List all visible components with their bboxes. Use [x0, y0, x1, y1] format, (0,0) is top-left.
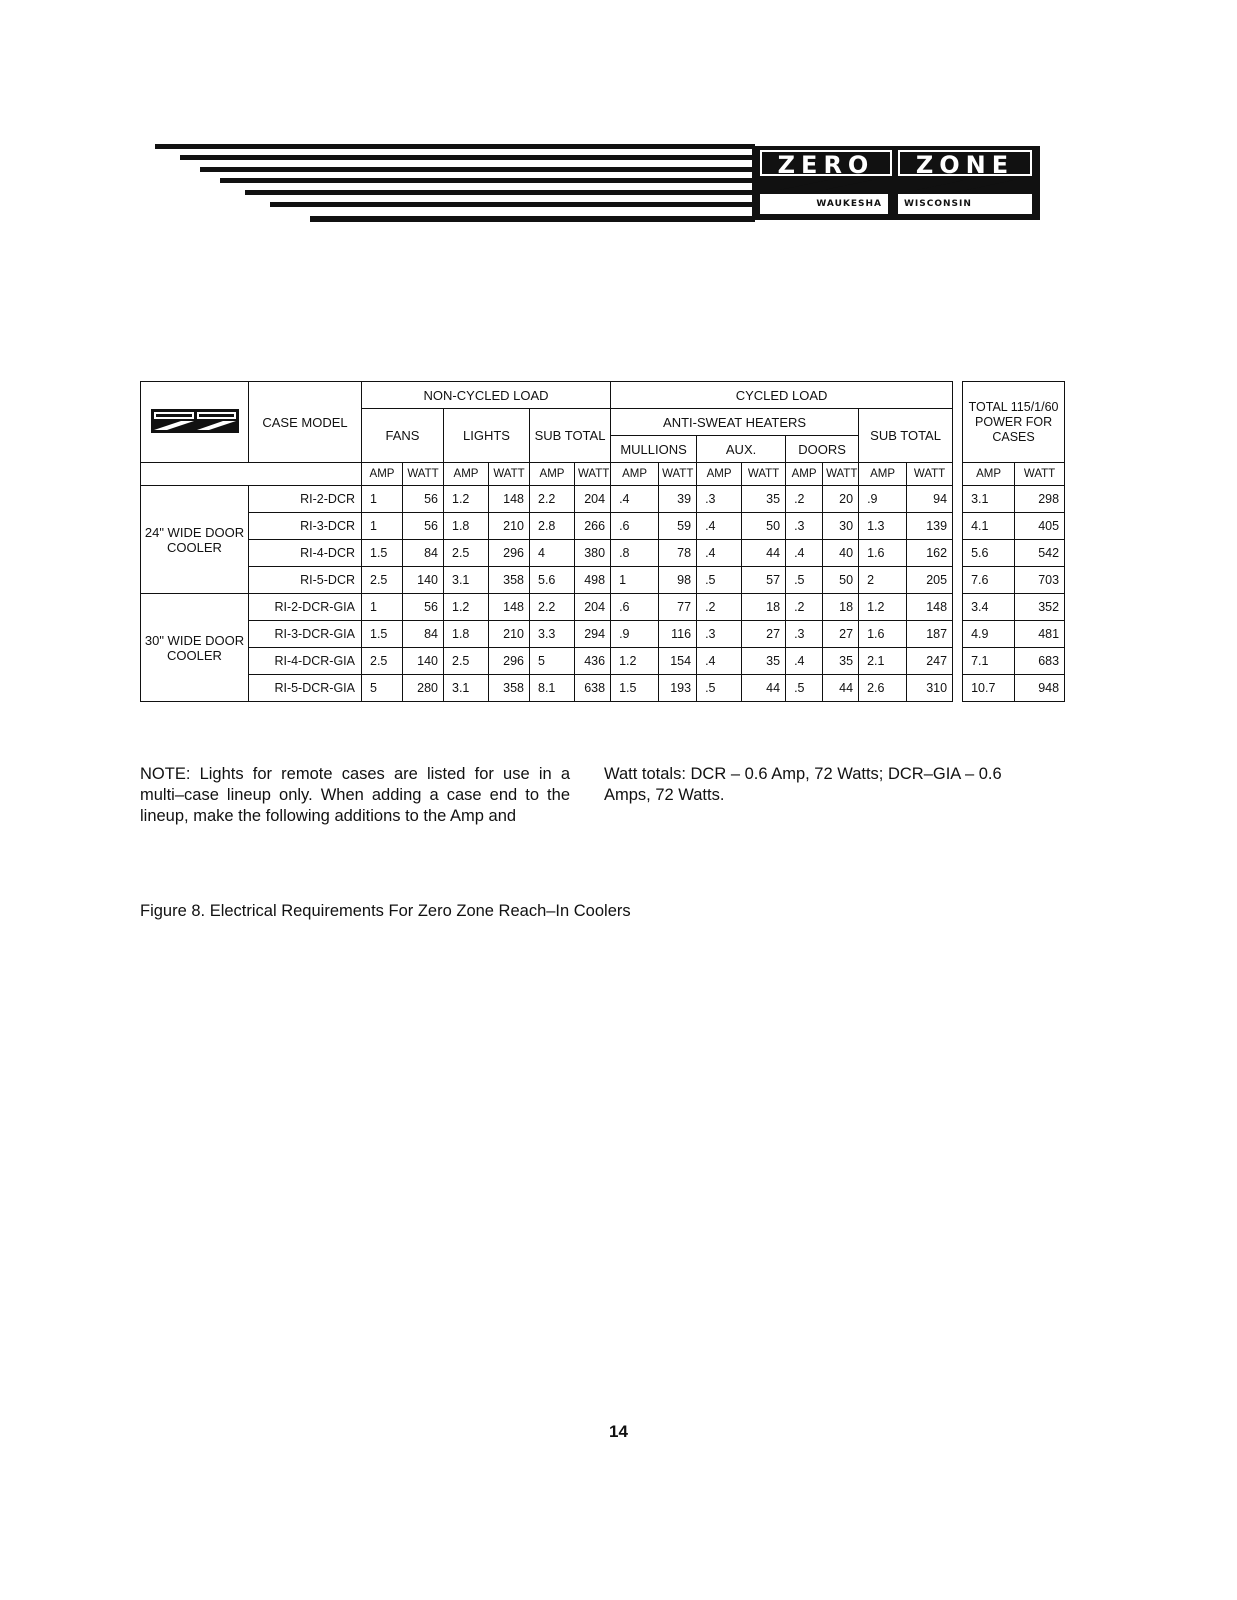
watt-cell: 139	[907, 513, 953, 540]
watt-cell: 44	[742, 675, 786, 702]
watt-cell: 380	[575, 540, 611, 567]
amp-cell: .4	[786, 540, 823, 567]
amp-cell: 10.7	[963, 675, 1015, 702]
column-gap	[953, 382, 963, 486]
watt-cell: 148	[489, 486, 530, 513]
amp-cell: 2.5	[362, 648, 403, 675]
note-right: Watt totals: DCR – 0.6 Amp, 72 Watts; DCR–GIA – 0.6 Amps, 72 Watts.	[604, 765, 1002, 804]
watt-cell: 50	[742, 513, 786, 540]
watt-cell: 44	[823, 675, 859, 702]
amp-cell: 3.4	[963, 594, 1015, 621]
watt-cell: 30	[823, 513, 859, 540]
amp-cell: 2.6	[859, 675, 907, 702]
logo-word-zone: ZONE	[898, 150, 1032, 176]
unit-header-amp: AMP	[530, 463, 575, 486]
logo-box	[752, 146, 1040, 220]
watt-cell: 148	[489, 594, 530, 621]
total-power-header: TOTAL 115/1/60 POWER FOR CASES	[963, 382, 1065, 463]
watt-cell: 247	[907, 648, 953, 675]
watt-cell: 27	[823, 621, 859, 648]
unit-header-watt: WATT	[489, 463, 530, 486]
case-model-cell: RI-5-DCR	[249, 567, 362, 594]
amp-cell: 5.6	[963, 540, 1015, 567]
column-gap	[953, 675, 963, 702]
watt-cell: 298	[1015, 486, 1065, 513]
unit-header-amp: AMP	[444, 463, 489, 486]
watt-cell: 116	[659, 621, 697, 648]
watt-cell: 154	[659, 648, 697, 675]
watt-cell: 148	[907, 594, 953, 621]
watt-cell: 210	[489, 621, 530, 648]
amp-cell: 4.9	[963, 621, 1015, 648]
watt-cell: 56	[403, 486, 444, 513]
amp-cell: 2.8	[530, 513, 575, 540]
watt-cell: 193	[659, 675, 697, 702]
watt-cell: 296	[489, 648, 530, 675]
zero-zone-logo	[150, 140, 1050, 230]
case-model-cell: RI-2-DCR	[249, 486, 362, 513]
amp-cell: 1	[611, 567, 659, 594]
sub-total-header: SUB TOTAL	[530, 409, 611, 463]
watt-cell: 35	[823, 648, 859, 675]
column-gap	[953, 513, 963, 540]
watt-cell: 78	[659, 540, 697, 567]
case-model-cell: RI-3-DCR	[249, 513, 362, 540]
watt-cell: 162	[907, 540, 953, 567]
watt-cell: 358	[489, 567, 530, 594]
amp-cell: .5	[697, 675, 742, 702]
unit-header-amp: AMP	[786, 463, 823, 486]
column-gap	[953, 540, 963, 567]
watt-cell: 77	[659, 594, 697, 621]
amp-cell: 1.6	[859, 621, 907, 648]
case-model-cell: RI-4-DCR-GIA	[249, 648, 362, 675]
amp-cell: 1.2	[444, 594, 489, 621]
doors-header: DOORS	[786, 436, 859, 463]
amp-cell: 3.1	[444, 567, 489, 594]
amp-cell: 1.8	[444, 621, 489, 648]
electrical-requirements-table-wrap	[140, 381, 1064, 702]
watt-cell: 27	[742, 621, 786, 648]
amp-cell: 1.5	[362, 540, 403, 567]
amp-cell: .9	[859, 486, 907, 513]
amp-cell: .5	[697, 567, 742, 594]
figure-caption: Figure 8. Electrical Requirements For Zero Zone Reach–In Coolers	[140, 902, 631, 920]
watt-cell: 187	[907, 621, 953, 648]
amp-cell: 1	[362, 513, 403, 540]
amp-cell: 5	[362, 675, 403, 702]
column-gap	[953, 621, 963, 648]
units-spacer	[141, 463, 362, 486]
watt-cell: 18	[742, 594, 786, 621]
amp-cell: .6	[611, 513, 659, 540]
unit-header-watt: WATT	[403, 463, 444, 486]
watt-cell: 638	[575, 675, 611, 702]
amp-cell: 2.5	[362, 567, 403, 594]
amp-cell: .3	[697, 621, 742, 648]
watt-cell: 84	[403, 540, 444, 567]
table-row	[141, 648, 1065, 675]
watt-cell: 205	[907, 567, 953, 594]
amp-cell: .8	[611, 540, 659, 567]
amp-cell: 1	[362, 486, 403, 513]
amp-cell: 1	[362, 594, 403, 621]
amp-cell: 3.3	[530, 621, 575, 648]
watt-cell: 204	[575, 594, 611, 621]
amp-cell: .4	[786, 648, 823, 675]
unit-header-watt: WATT	[659, 463, 697, 486]
case-model-cell: RI-2-DCR-GIA	[249, 594, 362, 621]
amp-cell: 2.5	[444, 540, 489, 567]
watt-cell: 35	[742, 648, 786, 675]
amp-cell: 7.1	[963, 648, 1015, 675]
amp-cell: .4	[611, 486, 659, 513]
column-gap	[953, 567, 963, 594]
watt-cell: 20	[823, 486, 859, 513]
table-row	[141, 567, 1065, 594]
watt-cell: 498	[575, 567, 611, 594]
watt-cell: 210	[489, 513, 530, 540]
amp-cell: 1.5	[611, 675, 659, 702]
amp-cell: 4.1	[963, 513, 1015, 540]
watt-cell: 140	[403, 648, 444, 675]
amp-cell: 1.3	[859, 513, 907, 540]
group-label: 24" WIDE DOOR COOLER	[141, 486, 249, 594]
amp-cell: 2.2	[530, 486, 575, 513]
page-number: 14	[609, 1422, 628, 1441]
watt-cell: 204	[575, 486, 611, 513]
amp-cell: .5	[786, 567, 823, 594]
unit-header-amp: AMP	[859, 463, 907, 486]
amp-cell: 1.2	[859, 594, 907, 621]
group-label: 30" WIDE DOOR COOLER	[141, 594, 249, 702]
watt-cell: 98	[659, 567, 697, 594]
cycled-sub-total-header: SUB TOTAL	[859, 409, 953, 463]
watt-cell: 296	[489, 540, 530, 567]
table-row	[141, 594, 1065, 621]
amp-cell: 3.1	[444, 675, 489, 702]
watt-cell: 40	[823, 540, 859, 567]
cycled-load-header: CYCLED LOAD	[611, 382, 953, 409]
watt-cell: 405	[1015, 513, 1065, 540]
logo-state: WISCONSIN	[898, 194, 1032, 214]
watt-cell: 39	[659, 486, 697, 513]
unit-header-watt: WATT	[1015, 463, 1065, 486]
lights-header: LIGHTS	[444, 409, 530, 463]
amp-cell: .2	[786, 594, 823, 621]
amp-cell: 8.1	[530, 675, 575, 702]
watt-cell: 294	[575, 621, 611, 648]
amp-cell: 1.2	[611, 648, 659, 675]
amp-cell: .3	[697, 486, 742, 513]
watt-cell: 56	[403, 513, 444, 540]
watt-cell: 94	[907, 486, 953, 513]
column-gap	[953, 486, 963, 513]
fans-header: FANS	[362, 409, 444, 463]
unit-header-watt: WATT	[823, 463, 859, 486]
amp-cell: .6	[611, 594, 659, 621]
unit-header-watt: WATT	[742, 463, 786, 486]
watt-cell: 84	[403, 621, 444, 648]
watt-cell: 481	[1015, 621, 1065, 648]
table-body	[141, 486, 1065, 702]
unit-header-amp: AMP	[362, 463, 403, 486]
case-model-header: CASE MODEL	[249, 382, 362, 463]
aux-header: AUX.	[697, 436, 786, 463]
watt-cell: 18	[823, 594, 859, 621]
logo-word-zero: ZERO	[760, 150, 892, 176]
amp-cell: 7.6	[963, 567, 1015, 594]
watt-cell: 44	[742, 540, 786, 567]
note-left: NOTE: Lights for remote cases are listed for use in a multi–case lineup only. When adding a case end to the lineup, make the following additions to the Amp and	[140, 765, 570, 825]
unit-header-amp: AMP	[963, 463, 1015, 486]
amp-cell: 1.6	[859, 540, 907, 567]
unit-header-watt: WATT	[575, 463, 611, 486]
unit-header-amp: AMP	[611, 463, 659, 486]
unit-header-watt: WATT	[907, 463, 953, 486]
amp-cell: 1.2	[444, 486, 489, 513]
table-row	[141, 540, 1065, 567]
amp-cell: 5	[530, 648, 575, 675]
amp-cell: .4	[697, 540, 742, 567]
amp-cell: .3	[786, 513, 823, 540]
amp-cell: 1.5	[362, 621, 403, 648]
amp-cell: .9	[611, 621, 659, 648]
watt-cell: 358	[489, 675, 530, 702]
watt-cell: 35	[742, 486, 786, 513]
amp-cell: 2.2	[530, 594, 575, 621]
amp-cell: 2.1	[859, 648, 907, 675]
watt-cell: 542	[1015, 540, 1065, 567]
watt-cell: 703	[1015, 567, 1065, 594]
amp-cell: .4	[697, 513, 742, 540]
amp-cell: .4	[697, 648, 742, 675]
mini-logo-icon	[151, 409, 239, 433]
logo-city: WAUKESHA	[760, 194, 888, 214]
watt-cell: 436	[575, 648, 611, 675]
watt-cell: 948	[1015, 675, 1065, 702]
watt-cell: 50	[823, 567, 859, 594]
unit-header-amp: AMP	[697, 463, 742, 486]
amp-cell: 2	[859, 567, 907, 594]
amp-cell: .5	[786, 675, 823, 702]
watt-cell: 56	[403, 594, 444, 621]
case-model-cell: RI-5-DCR-GIA	[249, 675, 362, 702]
amp-cell: .2	[786, 486, 823, 513]
watt-cell: 266	[575, 513, 611, 540]
column-gap	[953, 648, 963, 675]
watt-cell: 140	[403, 567, 444, 594]
table-row	[141, 486, 1065, 513]
amp-cell: 4	[530, 540, 575, 567]
logo-slash-graphic	[752, 146, 1040, 220]
amp-cell: 3.1	[963, 486, 1015, 513]
case-model-cell: RI-4-DCR	[249, 540, 362, 567]
table-row	[141, 675, 1065, 702]
watt-cell: 683	[1015, 648, 1065, 675]
amp-cell: 5.6	[530, 567, 575, 594]
watt-cell: 280	[403, 675, 444, 702]
amp-cell: .3	[786, 621, 823, 648]
amp-cell: .2	[697, 594, 742, 621]
watt-cell: 57	[742, 567, 786, 594]
watt-cell: 59	[659, 513, 697, 540]
amp-cell: 2.5	[444, 648, 489, 675]
table-row	[141, 513, 1065, 540]
watt-cell: 310	[907, 675, 953, 702]
column-gap	[953, 594, 963, 621]
electrical-requirements-table	[140, 381, 1065, 702]
non-cycled-load-header: NON-CYCLED LOAD	[362, 382, 611, 409]
watt-cell: 352	[1015, 594, 1065, 621]
brand-cell	[141, 382, 249, 463]
anti-sweat-header: ANTI-SWEAT HEATERS	[611, 409, 859, 436]
amp-cell: 1.8	[444, 513, 489, 540]
case-model-cell: RI-3-DCR-GIA	[249, 621, 362, 648]
table-row	[141, 621, 1065, 648]
mullions-header: MULLIONS	[611, 436, 697, 463]
